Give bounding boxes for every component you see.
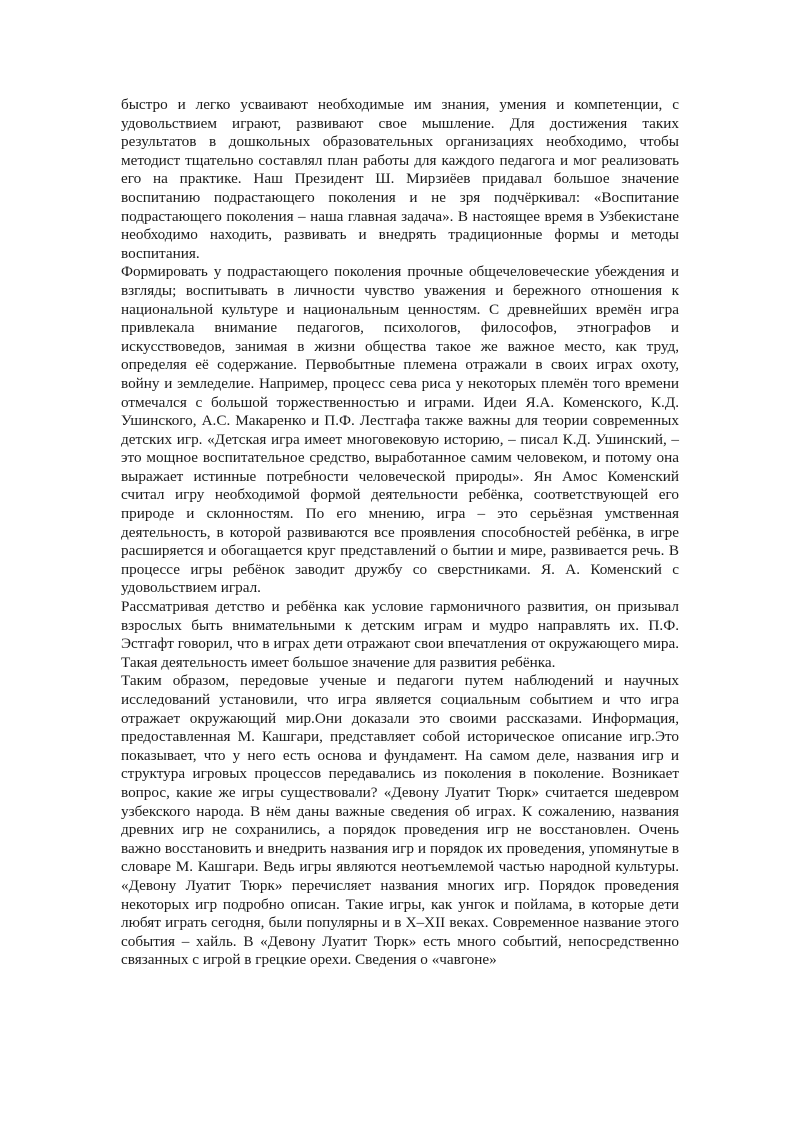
paragraph-1: быстро и легко усваивают необходимые им знания, умения и компетенции, с удовольствием играют, развивают свое мышление. Для достижения таких результатов в дошкольных образовательных организациях необходимо, чтобы методист тщательно составлял план работы для каждого педагога и мог реализовать его на практике. Наш Президент Ш. Мирзиёев придавал большое значение воспитанию подрастающего поколения и не зря подчёркивал: «Воспитание подрастающего поколения – наша главная задача». В настоящее время в Узбекистане необходимо находить, развивать и внедрять традиционные формы и методы воспитания. — [121, 96, 679, 262]
document-page — [121, 96, 679, 970]
paragraph-3: Рассматривая детство и ребёнка как условие гармоничного развития, он призывал взрослых быть внимательными к детским играм и мудро направлять их. П.Ф. Эстгафт говорил, что в играх дети отражают свои впечатления от окружающего мира. Такая деятельность имеет большое значение для развития ребёнка. — [121, 598, 679, 671]
paragraph-4: Таким образом, передовые ученые и педагоги путем наблюдений и научных исследований установили, что игра является социальным событием и что игра отражает окружающий мир.Они доказали это своими рассказами. Информация, предоставленная М. Кашгари, представляет собой историческое описание игр.Это показывает, что у него есть основа и фундамент. На самом деле, названия игр и структура игровых процессов передавались из поколения в поколение. Возникает вопрос, какие же игры существовали? «Девону Луатит Тюрк» считается шедевром узбекского народа. В нём даны важные сведения об играх. К сожалению, названия древних игр не сохранились, а порядок проведения игр не восстановлен. Очень важно восстановить и внедрить названия игр и порядок их проведения, упомянутые в словаре М. Кашгари. Ведь игры являются неотъемлемой частью народной культуры. «Девону Луатит Тюрк» перечисляет названия многих игр. Порядок проведения некоторых игр подробно описан. Такие игры, как унгок и пойлама, в которые дети любят играть сегодня, были популярны и в X–XII веках. Современное название этого события – хайль. В «Девону Луатит Тюрк» есть много событий, непосредственно связанных с игрой в грецкие орехи. Сведения о «чавгоне» — [121, 672, 679, 969]
paragraph-2: Формировать у подрастающего поколения прочные общечеловеческие убеждения и взгляды; воспитывать в личности чувство уважения и бережного отношения к национальной культуре и национальным ценностям. С древнейших времён игра привлекала внимание педагогов, психологов, философов, этнографов и искусствоведов, занимая в жизни общества такое же важное место, как труд, определяя её содержание. Первобытные племена отражали в своих играх охоту, войну и земледелие. Например, процесс сева риса у некоторых племён того времени отмечался с большой торжественностью и играми. Идеи Я.А. Коменского, К.Д. Ушинского, А.С. Макаренко и П.Ф. Лестгафа также важны для теории современных детских игр. «Детская игра имеет многовековую историю, – писал К.Д. Ушинский, – это мощное воспитательное средство, выработанное самим человеком, и потому она выражает истинные потребности человеческой природы». Ян Амос Коменский считал игру необходимой формой деятельности ребёнка, соответствующей его природе и склонностям. По его мнению, игра – это серьёзная умственная деятельность, в которой развиваются все проявления способностей ребёнка, в игре расширяется и обогащается круг представлений о бытии и мире, развивается речь. В процессе игры ребёнок заводит дружбу со сверстниками. Я. А. Коменский с удовольствием играл. — [121, 263, 679, 597]
